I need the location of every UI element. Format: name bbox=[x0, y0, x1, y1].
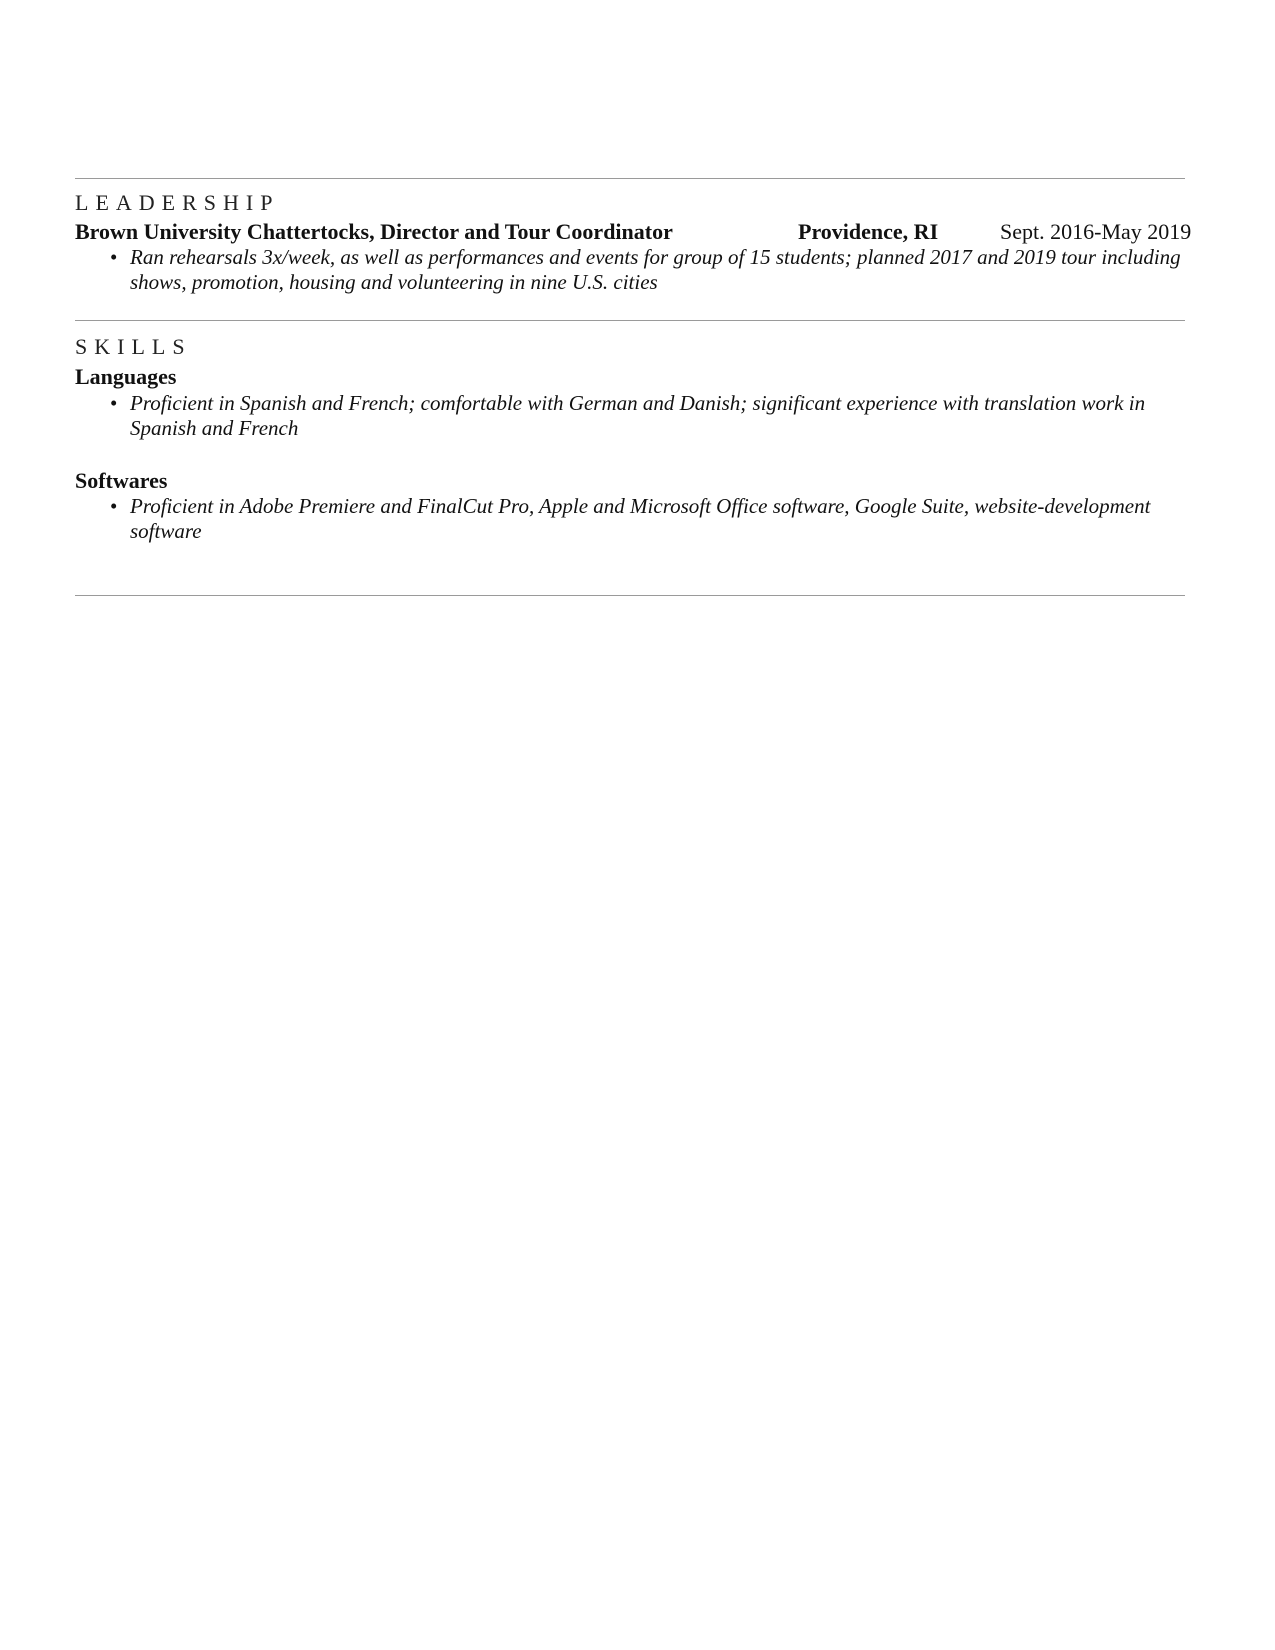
bullet-text: Proficient in Spanish and French; comfortable with German and Danish; significant experience with translation work in Spanish and French bbox=[130, 391, 1146, 440]
entry-title: Brown University Chattertocks, Director and Tour Coordinator bbox=[75, 219, 673, 244]
bullet-text: Ran rehearsals 3x/week, as well as performances and events for group of 15 students; planned 2017 and 2019 tour including shows, promotion, housing and volunteering in nine U.S. cities bbox=[130, 245, 1181, 294]
bullet-icon: • bbox=[110, 391, 118, 415]
entry-dates: Sept. 2016-May 2019 bbox=[1000, 219, 1192, 244]
divider-leadership-skills bbox=[75, 320, 1185, 321]
section-heading-leadership: LEADERSHIP bbox=[75, 190, 280, 215]
leadership-entry-header bbox=[75, 219, 1205, 245]
entry-location: Providence, RI bbox=[798, 219, 939, 244]
skills-group-title-languages: Languages bbox=[75, 364, 177, 389]
leadership-bullet bbox=[110, 245, 1200, 294]
skills-softwares-bullet bbox=[110, 494, 1200, 543]
section-heading-skills: SKILLS bbox=[75, 334, 192, 359]
divider-top bbox=[75, 178, 1185, 179]
skills-group-title-softwares: Softwares bbox=[75, 468, 168, 493]
bullet-text: Proficient in Adobe Premiere and FinalCut Pro, Apple and Microsoft Office software, Google Suite, website-development software bbox=[130, 494, 1151, 543]
divider-bottom bbox=[75, 595, 1185, 596]
bullet-icon: • bbox=[110, 245, 118, 269]
bullet-icon: • bbox=[110, 494, 118, 518]
skills-languages-bullet bbox=[110, 391, 1200, 440]
